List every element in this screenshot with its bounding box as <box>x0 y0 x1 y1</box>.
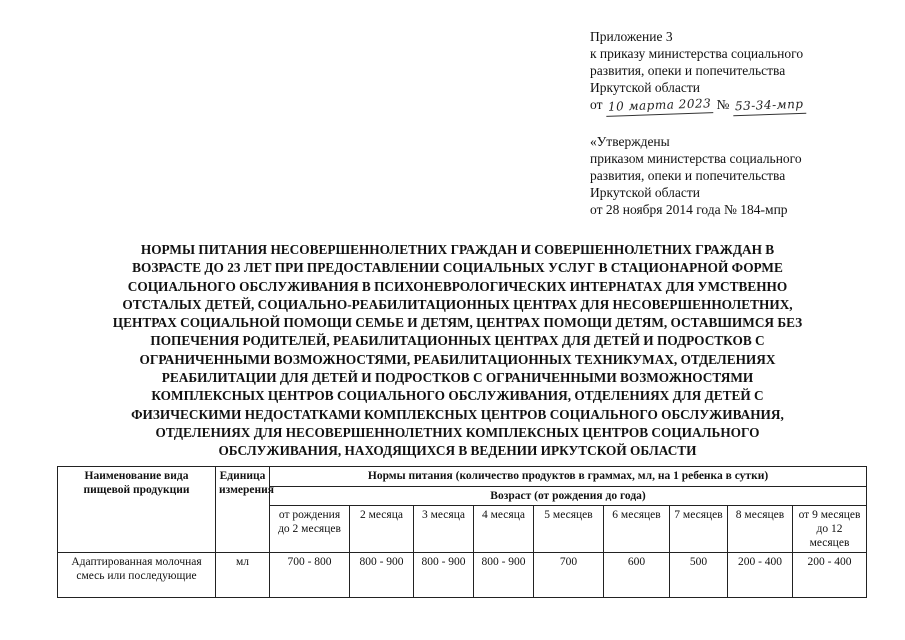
handwritten-date: 10 марта 2023 <box>606 95 714 117</box>
value-cell: 200 - 400 <box>728 553 793 598</box>
title-line: НОРМЫ ПИТАНИЯ НЕСОВЕРШЕННОЛЕТНИХ ГРАЖДАН И СОВЕРШЕННОЛЕТНИХ ГРАЖДАН В <box>140 242 775 257</box>
number-label: № <box>716 97 730 112</box>
value-cell: 700 - 800 <box>270 553 350 598</box>
product-cell: Адаптированная молочная смесь или последующие <box>58 553 216 598</box>
value-cell: 600 <box>604 553 670 598</box>
title-line: ОТСТАЛЫХ ДЕТЕЙ, СОЦИАЛЬНО-РЕАБИЛИТАЦИОННЫХ ЦЕНТРАХ ДЛЯ НЕСОВЕРШЕННОЛЕТНИХ, <box>122 296 793 312</box>
table-row <box>58 553 867 598</box>
approved-line: «Утверждены <box>590 134 670 149</box>
document-title <box>70 241 845 461</box>
age-column-header: от рождения до 2 месяцев <box>270 506 350 553</box>
value-cell: 700 <box>534 553 604 598</box>
age-column-header: 6 месяцев <box>604 506 670 553</box>
age-column-header: 2 месяца <box>350 506 414 553</box>
nutrition-norms-table <box>57 466 867 598</box>
approved-line: приказом министерства социального <box>590 151 802 166</box>
header-norms: Нормы питания (количество продуктов в граммах, мл, на 1 ребенка в сутки) <box>270 467 867 487</box>
title-line: ОГРАНИЧЕННЫМИ ВОЗМОЖНОСТЯМИ, РЕАБИЛИТАЦИОННЫХ ТЕХНИКУМАХ, ОТДЕЛЕНИЯХ <box>139 351 776 367</box>
title-line: ВОЗРАСТЕ ДО 23 ЛЕТ ПРИ ПРЕДОСТАВЛЕНИИ СОЦИАЛЬНЫХ УСЛУГ В СТАЦИОНАРНОЙ ФОРМЕ <box>132 260 783 276</box>
header-age: Возраст (от рождения до года) <box>270 487 867 506</box>
age-column-header: 4 месяца <box>474 506 534 553</box>
age-column-header: 8 месяцев <box>728 506 793 553</box>
value-cell: 800 - 900 <box>474 553 534 598</box>
value-cell: 500 <box>670 553 728 598</box>
header-unit: Единица измерения <box>216 467 270 553</box>
value-cell: 800 - 900 <box>350 553 414 598</box>
handwritten-number: 53-34-мпр <box>732 96 805 117</box>
age-column-header: 7 месяцев <box>670 506 728 553</box>
value-cell: 800 - 900 <box>414 553 474 598</box>
from-label: от <box>590 97 603 112</box>
appendix-line: Иркутской области <box>590 80 701 95</box>
appendix-line: Приложение 3 <box>590 29 673 44</box>
unit-cell: мл <box>216 553 270 598</box>
title-line: СОЦИАЛЬНОГО ОБСЛУЖИВАНИЯ В ПСИХОНЕВРОЛОГИЧЕСКИХ ИНТЕРНАТАХ ДЛЯ УМСТВЕННО <box>127 278 788 294</box>
title-line: ПОПЕЧЕНИЯ РОДИТЕЛЕЙ, РЕАБИЛИТАЦИОННЫХ ЦЕНТРАХ ДЛЯ ДЕТЕЙ И ПОДРОСТКОВ С <box>150 333 765 349</box>
title-line: ФИЗИЧЕСКИМИ НЕДОСТАТКАМИ КОМПЛЕКСНЫХ ЦЕНТРОВ СОЦИАЛЬНОГО ОБСЛУЖИВАНИЯ, <box>131 406 784 422</box>
age-column-header: 3 месяца <box>414 506 474 553</box>
approved-block <box>590 133 802 218</box>
title-line: РЕАБИЛИТАЦИИ ДЛЯ ДЕТЕЙ И ПОДРОСТКОВ С ОГРАНИЧЕННЫМИ ВОЗМОЖНОСТЯМИ <box>161 370 754 386</box>
appendix-order-line <box>590 96 805 115</box>
age-column-header: от 9 месяцев до 12 месяцев <box>793 506 867 553</box>
title-line: ЦЕНТРАХ СОЦИАЛЬНОЙ ПОМОЩИ СЕМЬЕ И ДЕТЯМ, ЦЕНТРАХ ПОМОЩИ ДЕТЯМ, ОСТАВШИМСЯ БЕЗ <box>112 315 803 331</box>
value-cell: 200 - 400 <box>793 553 867 598</box>
approved-line: развития, опеки и попечительства <box>590 168 786 183</box>
title-line: ОТДЕЛЕНИЯХ ДЛЯ НЕСОВЕРШЕННОЛЕТНИХ КОМПЛЕКСНЫХ ЦЕНТРОВ СОЦИАЛЬНОГО <box>155 424 760 440</box>
title-line: ОБСЛУЖИВАНИЯ, НАХОДЯЩИХСЯ В ВЕДЕНИИ ИРКУТСКОЙ ОБЛАСТИ <box>218 443 697 459</box>
age-column-header: 5 месяцев <box>534 506 604 553</box>
approved-line: Иркутской области <box>590 185 701 200</box>
approved-line: от 28 ноября 2014 года № 184-мпр <box>590 202 788 217</box>
appendix-line: развития, опеки и попечительства <box>590 63 786 78</box>
title-line: КОМПЛЕКСНЫХ ЦЕНТРОВ СОЦИАЛЬНОГО ОБСЛУЖИВАНИЯ, ОТДЕЛЕНИЯХ ДЛЯ ДЕТЕЙ С <box>151 388 764 404</box>
appendix-block <box>590 28 805 115</box>
appendix-line: к приказу министерства социального <box>590 46 804 61</box>
header-product: Наименование вида пищевой продукции <box>58 467 216 553</box>
